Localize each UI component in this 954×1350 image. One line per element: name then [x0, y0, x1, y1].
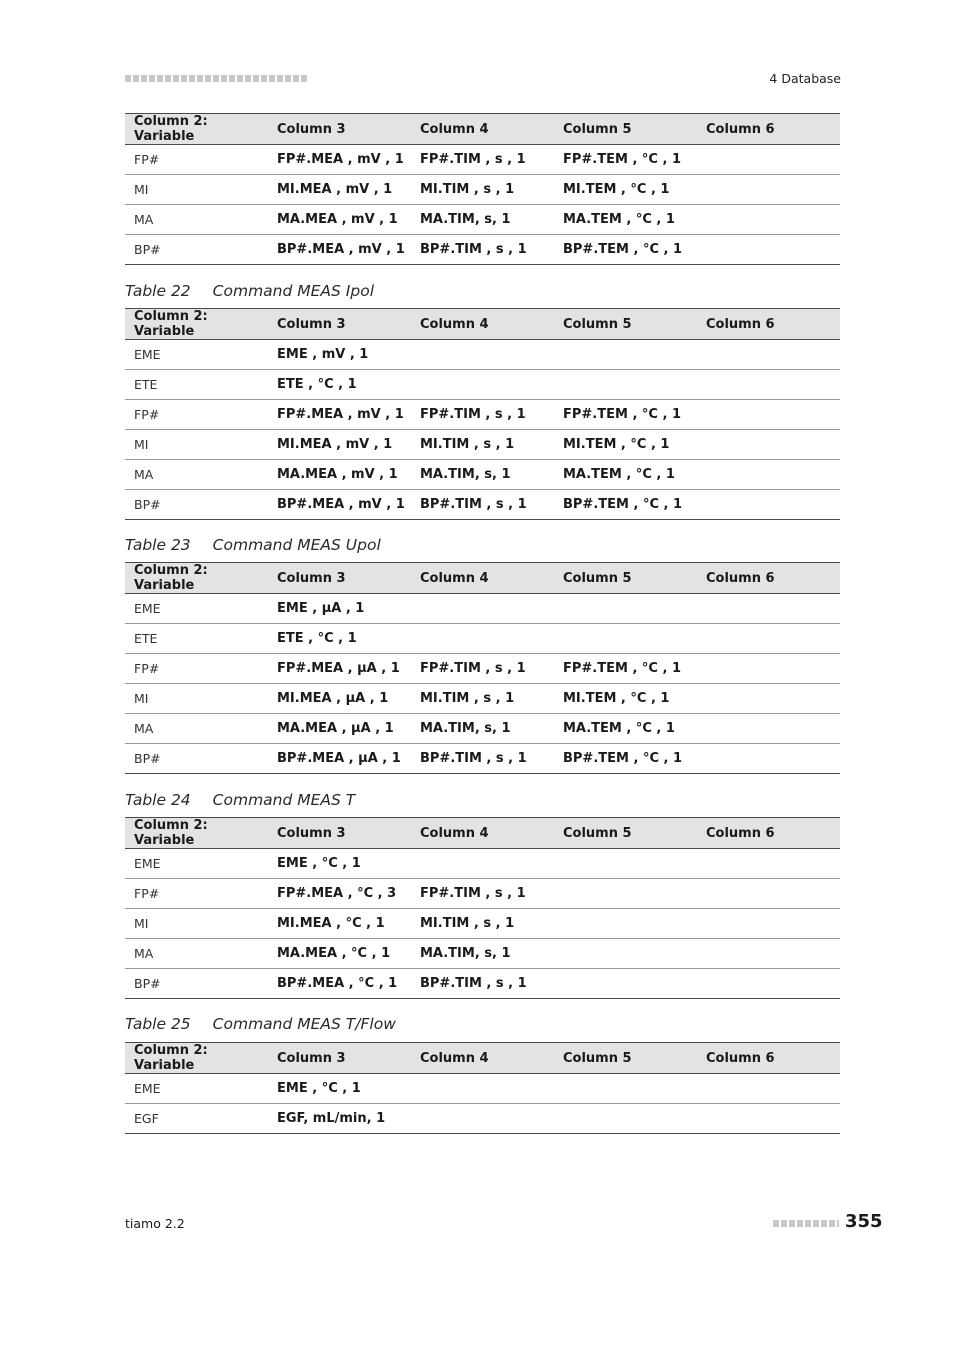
command-cell: MA.MEA , mV , 1: [268, 460, 411, 490]
caption-title: Command MEAS Upol: [212, 536, 381, 554]
command-cell: MA.TIM, s, 1: [411, 205, 554, 235]
variable-cell: MI: [125, 909, 268, 939]
variable-cell: FP#: [125, 145, 268, 175]
command-cell: FP#.TIM , s , 1: [411, 879, 554, 909]
command-cell: ETE , °C , 1: [268, 370, 411, 400]
command-cell: [697, 370, 840, 400]
command-cell: [554, 594, 697, 624]
variable-cell: MA: [125, 460, 268, 490]
column-header: Column 2: Variable: [125, 114, 268, 145]
command-cell: BP#.MEA , °C , 1: [268, 969, 411, 999]
header-row: [125, 309, 840, 340]
column-header: Column 2: Variable: [125, 1043, 268, 1074]
table-25: [125, 1042, 840, 1134]
table-row: [125, 430, 840, 460]
command-cell: [411, 849, 554, 879]
header-row: [125, 114, 840, 145]
chapter-title: 4 Database: [769, 71, 841, 86]
variable-cell: BP#: [125, 744, 268, 774]
column-header: Column 5: [554, 114, 697, 145]
command-cell: MI.TIM , s , 1: [411, 175, 554, 205]
command-cell: [697, 969, 840, 999]
command-cell: MA.TEM , °C , 1: [554, 205, 697, 235]
column-header: Column 6: [697, 563, 840, 594]
command-table: [125, 113, 840, 265]
command-cell: BP#.TIM , s , 1: [411, 490, 554, 520]
command-cell: MA.TEM , °C , 1: [554, 460, 697, 490]
command-table: [125, 1042, 840, 1134]
command-cell: [554, 849, 697, 879]
column-header: Column 4: [411, 114, 554, 145]
column-header: Column 5: [554, 1043, 697, 1074]
command-cell: [411, 594, 554, 624]
column-header: Column 6: [697, 114, 840, 145]
command-cell: MA.MEA , µA , 1: [268, 714, 411, 744]
variable-cell: EME: [125, 849, 268, 879]
command-cell: MI.MEA , mV , 1: [268, 430, 411, 460]
command-cell: MA.MEA , mV , 1: [268, 205, 411, 235]
table-row: [125, 654, 840, 684]
column-header: Column 6: [697, 1043, 840, 1074]
table-row: [125, 594, 840, 624]
variable-cell: MA: [125, 205, 268, 235]
command-cell: [554, 969, 697, 999]
command-cell: EME , °C , 1: [268, 849, 411, 879]
variable-cell: FP#: [125, 400, 268, 430]
command-cell: ETE , °C , 1: [268, 624, 411, 654]
table-row: [125, 1104, 840, 1134]
command-cell: FP#.MEA , mV , 1: [268, 145, 411, 175]
command-cell: [411, 340, 554, 370]
command-cell: MI.TIM , s , 1: [411, 909, 554, 939]
table-caption-22: [125, 282, 374, 300]
command-cell: [697, 714, 840, 744]
column-header: Column 4: [411, 309, 554, 340]
table-row: [125, 939, 840, 969]
command-cell: MI.MEA , mV , 1: [268, 175, 411, 205]
column-header: Column 2: Variable: [125, 563, 268, 594]
command-cell: [697, 624, 840, 654]
variable-cell: MA: [125, 714, 268, 744]
table-row: [125, 969, 840, 999]
column-header: Column 6: [697, 309, 840, 340]
command-cell: BP#.MEA , µA , 1: [268, 744, 411, 774]
command-cell: FP#.TIM , s , 1: [411, 654, 554, 684]
command-cell: [554, 624, 697, 654]
table-caption-25: [125, 1015, 396, 1033]
command-cell: [411, 1104, 554, 1134]
command-cell: BP#.TEM , °C , 1: [554, 490, 697, 520]
command-cell: [697, 460, 840, 490]
column-header: Column 3: [268, 818, 411, 849]
command-table: [125, 562, 840, 774]
table-row: [125, 460, 840, 490]
command-cell: [697, 909, 840, 939]
column-header: Column 4: [411, 1043, 554, 1074]
command-cell: MI.TIM , s , 1: [411, 684, 554, 714]
command-cell: [697, 1104, 840, 1134]
command-cell: [697, 684, 840, 714]
variable-cell: MI: [125, 175, 268, 205]
variable-cell: MI: [125, 684, 268, 714]
command-cell: [697, 175, 840, 205]
command-cell: FP#.TEM , °C , 1: [554, 400, 697, 430]
variable-cell: ETE: [125, 370, 268, 400]
table-row: [125, 909, 840, 939]
variable-cell: MI: [125, 430, 268, 460]
column-header: Column 4: [411, 818, 554, 849]
footer-decoration: [773, 1220, 839, 1227]
variable-cell: ETE: [125, 624, 268, 654]
variable-cell: EME: [125, 340, 268, 370]
command-cell: [554, 879, 697, 909]
command-cell: [554, 1074, 697, 1104]
command-cell: FP#.TIM , s , 1: [411, 400, 554, 430]
caption-number: Table 25: [125, 1015, 191, 1033]
command-cell: BP#.TEM , °C , 1: [554, 744, 697, 774]
variable-cell: EGF: [125, 1104, 268, 1134]
command-cell: [411, 370, 554, 400]
caption-number: Table 24: [125, 791, 191, 809]
command-cell: [697, 400, 840, 430]
header-decoration: [125, 75, 307, 82]
table-row: [125, 175, 840, 205]
table-row: [125, 879, 840, 909]
command-cell: [697, 654, 840, 684]
command-cell: [554, 909, 697, 939]
table-row: [125, 490, 840, 520]
table-caption-24: [125, 791, 355, 809]
command-cell: MI.TEM , °C , 1: [554, 175, 697, 205]
caption-title: Command MEAS T: [212, 791, 356, 809]
column-header: Column 3: [268, 114, 411, 145]
command-cell: [554, 1104, 697, 1134]
caption-number: Table 22: [125, 282, 191, 300]
variable-cell: EME: [125, 1074, 268, 1104]
column-header: Column 5: [554, 563, 697, 594]
command-cell: [697, 430, 840, 460]
footer-product: tiamo 2.2: [125, 1216, 185, 1231]
column-header: Column 5: [554, 818, 697, 849]
table-22: [125, 308, 840, 520]
command-cell: FP#.MEA , °C , 3: [268, 879, 411, 909]
command-cell: [411, 624, 554, 654]
caption-title: Command MEAS T/Flow: [212, 1015, 396, 1033]
header-row: [125, 818, 840, 849]
command-cell: FP#.TIM , s , 1: [411, 145, 554, 175]
command-cell: BP#.MEA , mV , 1: [268, 235, 411, 265]
table-row: [125, 849, 840, 879]
table-row: [125, 1074, 840, 1104]
variable-cell: EME: [125, 594, 268, 624]
command-cell: FP#.TEM , °C , 1: [554, 145, 697, 175]
table-row: [125, 744, 840, 774]
variable-cell: BP#: [125, 490, 268, 520]
command-cell: MI.TEM , °C , 1: [554, 684, 697, 714]
command-cell: [697, 879, 840, 909]
variable-cell: FP#: [125, 879, 268, 909]
command-cell: [697, 849, 840, 879]
column-header: Column 3: [268, 309, 411, 340]
table-0: [125, 113, 840, 265]
command-cell: MA.TIM, s, 1: [411, 939, 554, 969]
command-cell: [697, 594, 840, 624]
table-row: [125, 684, 840, 714]
caption-number: Table 23: [125, 536, 191, 554]
command-cell: BP#.TIM , s , 1: [411, 744, 554, 774]
command-cell: BP#.TIM , s , 1: [411, 969, 554, 999]
command-cell: FP#.TEM , °C , 1: [554, 654, 697, 684]
table-row: [125, 400, 840, 430]
command-cell: BP#.MEA , mV , 1: [268, 490, 411, 520]
table-row: [125, 205, 840, 235]
command-cell: [411, 1074, 554, 1104]
command-cell: BP#.TIM , s , 1: [411, 235, 554, 265]
header-row: [125, 563, 840, 594]
command-cell: FP#.MEA , µA , 1: [268, 654, 411, 684]
command-table: [125, 817, 840, 999]
command-cell: [697, 340, 840, 370]
caption-title: Command MEAS Ipol: [212, 282, 374, 300]
column-header: Column 3: [268, 563, 411, 594]
variable-cell: BP#: [125, 969, 268, 999]
table-row: [125, 624, 840, 654]
command-cell: [697, 235, 840, 265]
command-cell: EME , °C , 1: [268, 1074, 411, 1104]
command-table: [125, 308, 840, 520]
column-header: Column 5: [554, 309, 697, 340]
command-cell: [697, 744, 840, 774]
column-header: Column 4: [411, 563, 554, 594]
command-cell: [697, 1074, 840, 1104]
command-cell: [697, 205, 840, 235]
command-cell: MI.MEA , µA , 1: [268, 684, 411, 714]
variable-cell: FP#: [125, 654, 268, 684]
table-row: [125, 370, 840, 400]
command-cell: [554, 340, 697, 370]
command-cell: MI.TIM , s , 1: [411, 430, 554, 460]
variable-cell: BP#: [125, 235, 268, 265]
table-row: [125, 235, 840, 265]
command-cell: MI.TEM , °C , 1: [554, 430, 697, 460]
command-cell: [697, 145, 840, 175]
command-cell: MA.TEM , °C , 1: [554, 714, 697, 744]
column-header: Column 2: Variable: [125, 818, 268, 849]
command-cell: [554, 370, 697, 400]
table-row: [125, 714, 840, 744]
command-cell: MA.TIM, s, 1: [411, 460, 554, 490]
variable-cell: MA: [125, 939, 268, 969]
column-header: Column 3: [268, 1043, 411, 1074]
command-cell: EGF, mL/min, 1: [268, 1104, 411, 1134]
table-row: [125, 340, 840, 370]
command-cell: [697, 490, 840, 520]
command-cell: MA.MEA , °C , 1: [268, 939, 411, 969]
command-cell: FP#.MEA , mV , 1: [268, 400, 411, 430]
column-header: Column 2: Variable: [125, 309, 268, 340]
command-cell: [554, 939, 697, 969]
command-cell: [697, 939, 840, 969]
column-header: Column 6: [697, 818, 840, 849]
command-cell: MA.TIM, s, 1: [411, 714, 554, 744]
command-cell: BP#.TEM , °C , 1: [554, 235, 697, 265]
table-23: [125, 562, 840, 774]
header-row: [125, 1043, 840, 1074]
table-24: [125, 817, 840, 999]
table-caption-23: [125, 536, 381, 554]
command-cell: EME , µA , 1: [268, 594, 411, 624]
command-cell: EME , mV , 1: [268, 340, 411, 370]
table-row: [125, 145, 840, 175]
command-cell: MI.MEA , °C , 1: [268, 909, 411, 939]
page-number: 355: [845, 1211, 883, 1232]
